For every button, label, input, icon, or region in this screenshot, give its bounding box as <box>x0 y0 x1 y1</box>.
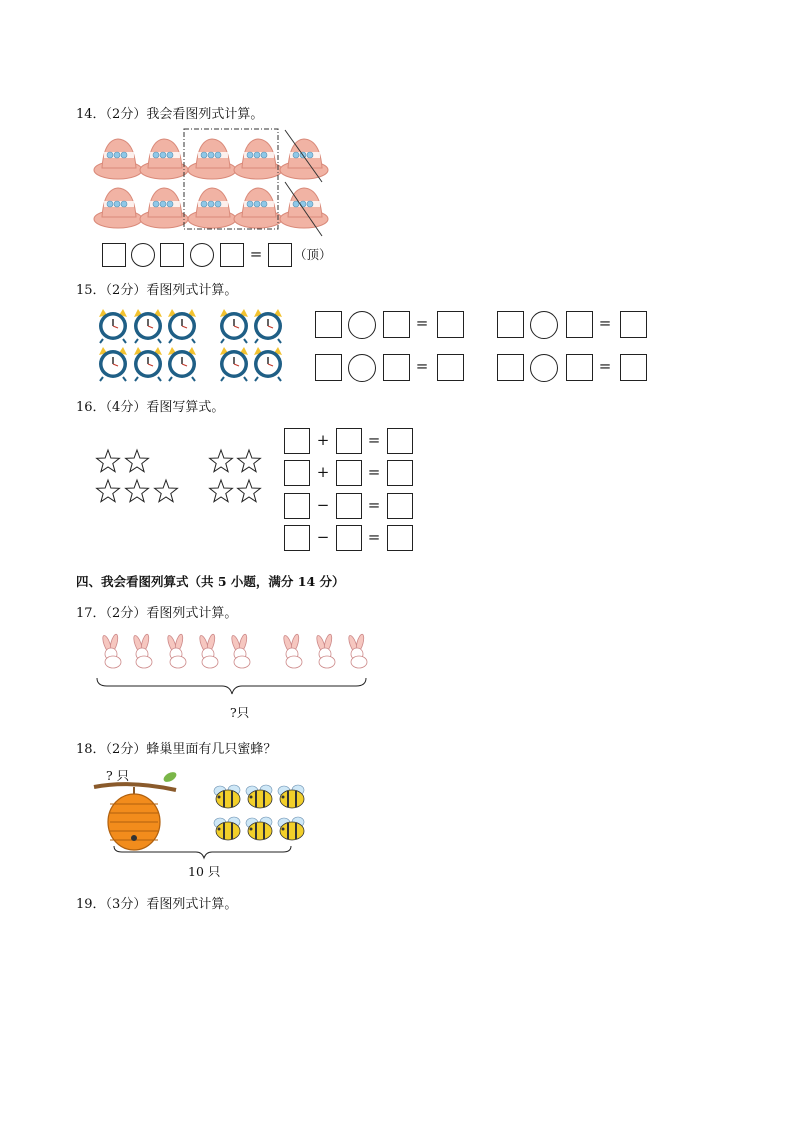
q16-op-3: − <box>316 496 330 514</box>
q14-unit-label: （顶） <box>294 247 332 262</box>
q16-op-4: − <box>316 528 330 546</box>
bee-icon <box>214 785 240 808</box>
q14-title: 14．（2分）我会看图列式计算。 <box>76 107 264 122</box>
q15-equals-2-2: = <box>598 357 612 375</box>
q17-total-label: ?只 <box>230 705 250 720</box>
q16-eq-4: = <box>367 528 381 546</box>
q16-op-2: + <box>316 463 330 481</box>
q16-eq-1: = <box>367 431 381 449</box>
q18-total-label: 10 只 <box>188 864 221 879</box>
q16-eq-2: = <box>367 463 381 481</box>
q17-title: 17．（2分）看图列式计算。 <box>76 606 238 621</box>
bee-icon <box>278 785 304 808</box>
q15-equals-1-2: = <box>598 314 612 332</box>
q15-equals-1-1: = <box>415 314 429 332</box>
section-4-heading: 四、我会看图列算式（共 5 小题，满分 14 分） <box>76 574 345 589</box>
bee-icon <box>214 817 240 840</box>
q16-op-1: + <box>316 431 330 449</box>
q18-title: 18．（2分）蜂巢里面有几只蜜蜂？ <box>76 742 277 757</box>
leaf-icon <box>162 770 178 784</box>
beehive-icon <box>108 794 160 850</box>
q19-title: 19．（3分）看图列式计算。 <box>76 897 238 912</box>
q15-title: 15．（2分）看图列式计算。 <box>76 283 238 298</box>
q18-hive-label: ? 只 <box>106 768 130 783</box>
bee-icon <box>246 785 272 808</box>
q14-equals-sign: = <box>249 245 263 263</box>
q15-equals-2-1: = <box>415 357 429 375</box>
q16-title: 16．（4分）看图写算式。 <box>76 400 225 415</box>
q16-eq-3: = <box>367 496 381 514</box>
bee-icon <box>278 817 304 840</box>
bee-icon <box>246 817 272 840</box>
